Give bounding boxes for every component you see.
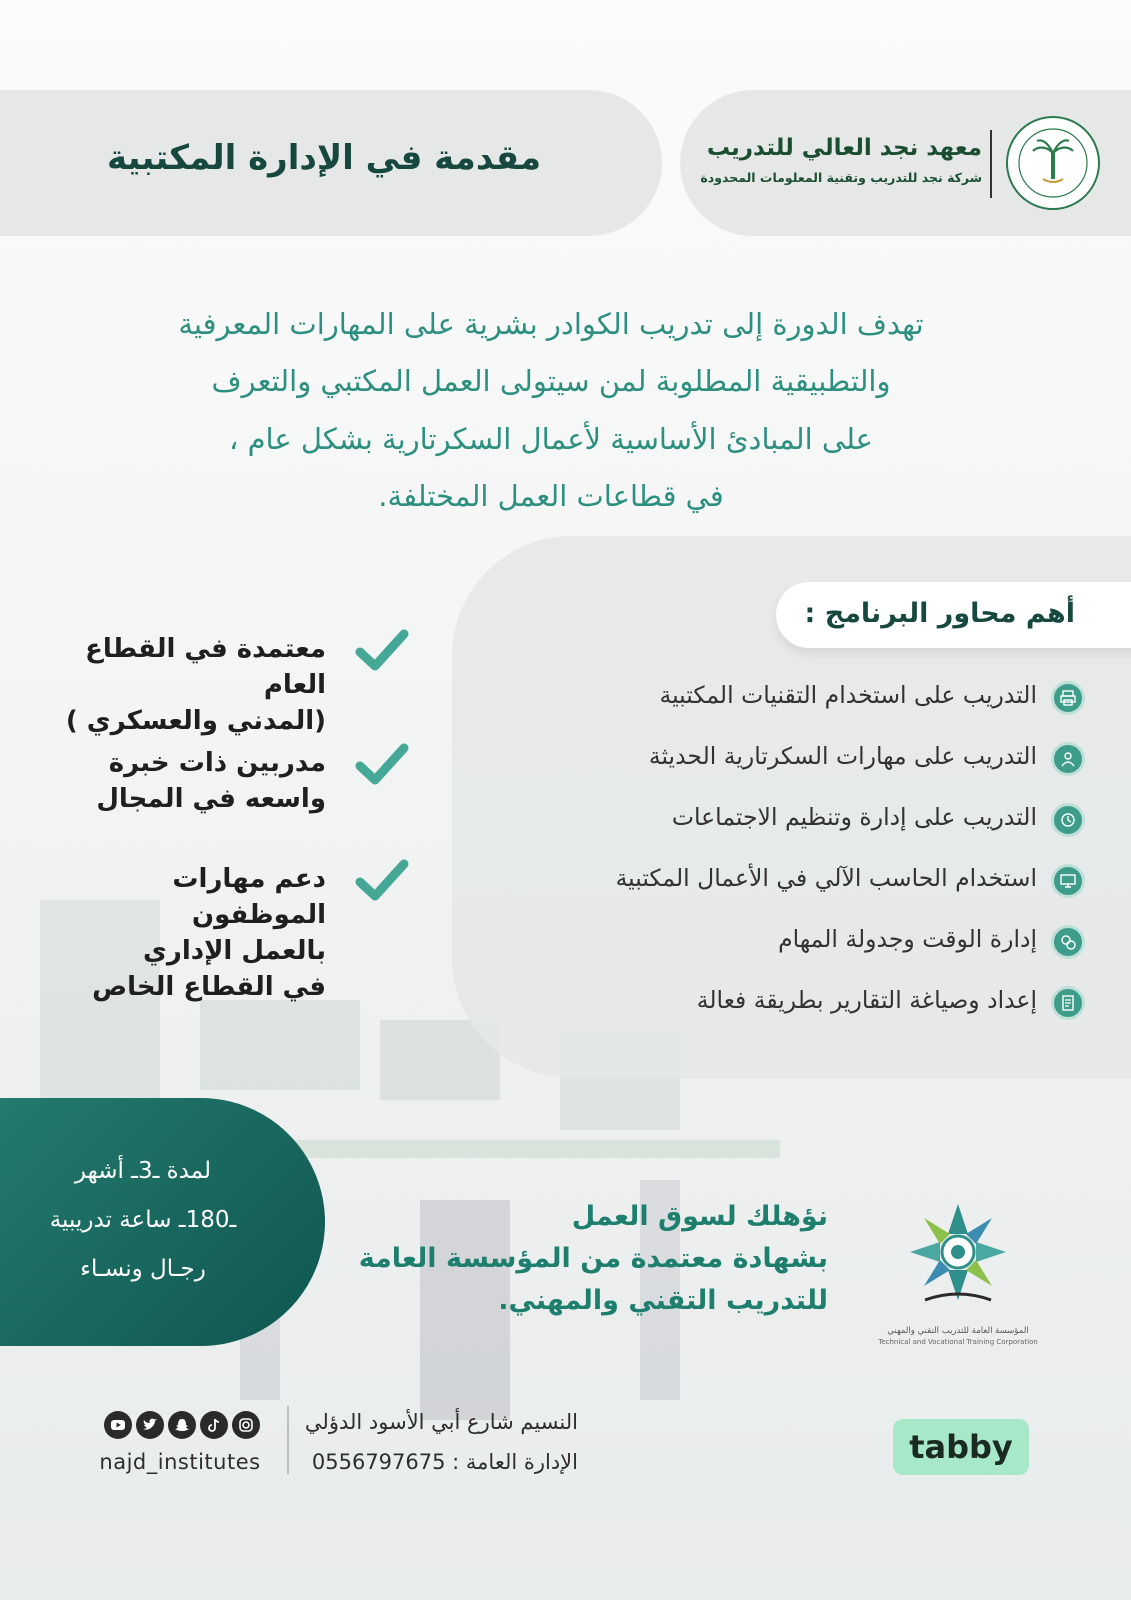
feature-line: بالعمل الإداري bbox=[143, 935, 326, 966]
checkmark-icon bbox=[354, 740, 410, 788]
duration-audience: رجـال ونسـاء bbox=[80, 1256, 206, 1282]
description-line: تهدف الدورة إلى تدريب الكوادر بشرية على المهارات المعرفية bbox=[178, 307, 924, 341]
duration-hours: ـ180ـ ساعة تدريبية bbox=[49, 1207, 237, 1233]
pillar-item bbox=[520, 860, 1085, 904]
social-icons bbox=[104, 1411, 260, 1441]
pillar-label: التدريب على إدارة وتنظيم الاجتماعات bbox=[671, 803, 1037, 831]
feature-line: في القطاع الخاص bbox=[92, 971, 326, 1002]
feature-line: معتمدة في القطاع العام bbox=[85, 634, 326, 700]
pillar-item bbox=[520, 799, 1085, 843]
promo-line: نؤهلك لسوق العمل bbox=[571, 1201, 828, 1232]
phone-text[interactable]: الإدارة العامة : 0556797675 bbox=[311, 1450, 578, 1474]
pillar-item bbox=[520, 921, 1085, 965]
header-divider bbox=[990, 130, 992, 198]
program-pillars-title: أهم محاور البرنامج : bbox=[804, 598, 1075, 629]
printer-icon bbox=[1051, 681, 1085, 715]
schedule-icon bbox=[1051, 925, 1085, 959]
tvtc-name-arabic: المؤسسة العامة للتدريب التقني والمهني bbox=[887, 1326, 1029, 1336]
course-description bbox=[120, 296, 982, 526]
pillar-item bbox=[520, 738, 1085, 782]
promo-line: للتدريب التقني والمهني. bbox=[498, 1284, 828, 1316]
social-handle[interactable]: najd_institutes bbox=[99, 1450, 261, 1474]
description-line: على المبادئ الأساسية لأعمال السكرتارية بشكل عام ، bbox=[229, 421, 873, 456]
youtube-icon[interactable] bbox=[104, 1411, 132, 1439]
description-line: والتطبيقية المطلوبة لمن سيتولى العمل المكتبي والتعرف bbox=[211, 364, 891, 399]
pillar-item bbox=[520, 677, 1085, 721]
twitter-icon[interactable] bbox=[136, 1411, 164, 1439]
feature-line: (المدني والعسكري ) bbox=[65, 705, 326, 736]
tvtc-name-english: Technical and Vocational Training Corporation bbox=[878, 1338, 1038, 1346]
instagram-icon[interactable] bbox=[232, 1411, 260, 1439]
address-text: النسيم شارع أبي الأسود الدؤلي bbox=[304, 1410, 578, 1434]
tiktok-icon[interactable] bbox=[200, 1411, 228, 1439]
institute-seal-logo bbox=[1005, 115, 1101, 211]
pillar-label: التدريب على مهارات السكرتارية الحديثة bbox=[648, 742, 1037, 770]
institute-name: معهد نجد العالي للتدريب bbox=[706, 135, 982, 161]
snapchat-icon[interactable] bbox=[168, 1411, 196, 1439]
tabby-badge: tabby bbox=[893, 1419, 1029, 1475]
promo-line: بشهادة معتمدة من المؤسسة العامة bbox=[358, 1242, 828, 1274]
checkmark-icon bbox=[354, 626, 410, 674]
pillar-item bbox=[520, 982, 1085, 1026]
pillar-label: التدريب على استخدام التقنيات المكتبية bbox=[659, 681, 1037, 709]
computer-icon bbox=[1051, 864, 1085, 898]
report-icon bbox=[1051, 986, 1085, 1020]
course-title: مقدمة في الإدارة المكتبية bbox=[107, 138, 541, 178]
pillar-label: إعداد وصياغة التقارير بطريقة فعالة bbox=[696, 986, 1037, 1014]
institute-company-name: شركة نجد للتدريب وتقنية المعلومات المحدودة bbox=[700, 170, 982, 185]
pillar-label: استخدام الحاسب الآلي في الأعمال المكتبية bbox=[615, 864, 1037, 892]
secretary-icon bbox=[1051, 742, 1085, 776]
duration-months: لمدة ـ3ـ أشهر bbox=[74, 1158, 212, 1184]
feature-line: دعم مهارات الموظفون bbox=[172, 864, 326, 930]
feature-line: مدربين ذات خبرة bbox=[108, 748, 326, 778]
certification-promo bbox=[350, 1196, 828, 1322]
checkmark-icon bbox=[354, 856, 410, 904]
tvtc-logo bbox=[905, 1200, 1011, 1312]
meeting-icon bbox=[1051, 803, 1085, 837]
description-line: في قطاعات العمل المختلفة. bbox=[378, 479, 724, 514]
pillar-label: إدارة الوقت وجدولة المهام bbox=[778, 925, 1037, 953]
feature-line: واسعه في المجال bbox=[96, 783, 326, 814]
footer-divider bbox=[287, 1406, 289, 1474]
